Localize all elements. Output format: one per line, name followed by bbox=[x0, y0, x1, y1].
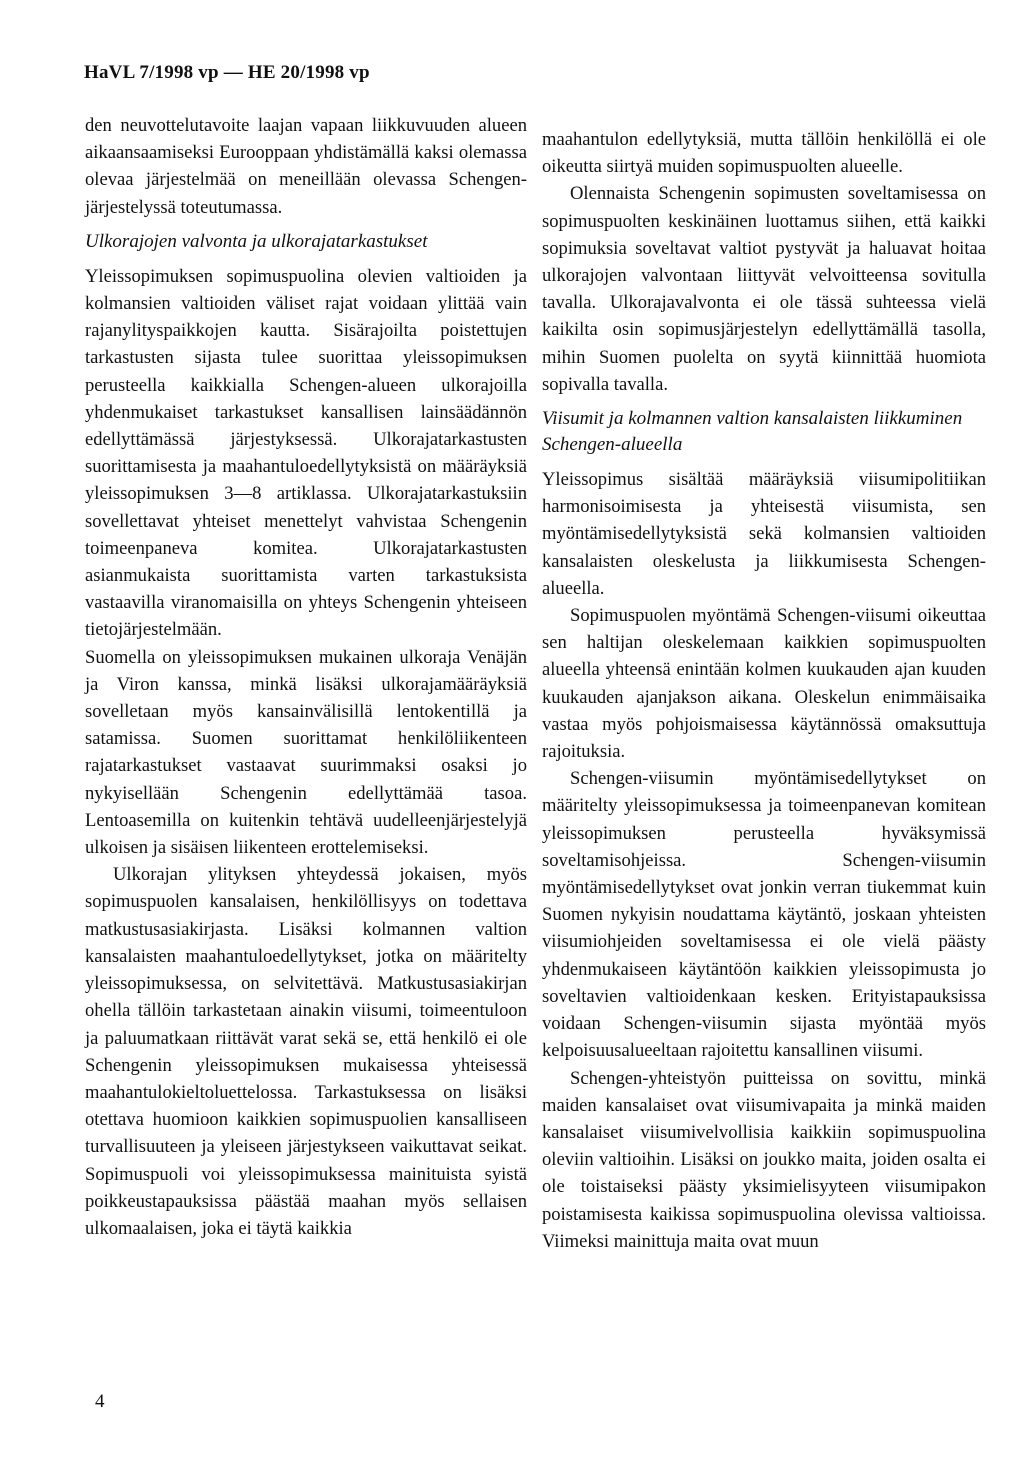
page-number: 4 bbox=[95, 1391, 105, 1412]
paragraph: Schengen-viisumin myöntämisedellytykset on määritelty yleissopimuksessa ja toimeenpanevan komitean yleissopimuksen perusteella hyväksymissä soveltamisohjeissa. Schengen-viisumin myöntämisedellytykset ovat jonkin verran tiukemmat kuin Suomen nykyisin noudattama käytäntö, joskaan yhteisten viisumiohjeiden soveltamisessa ei ole vielä päästy yhdenmukaiseen käytäntöön kaikkien yleissopimusta jo soveltavien valtioidenkaan kesken. Erityistapauksissa voidaan Schengen-viisumin sijasta myöntää myös kelpoisuusalueeltaan rajoitettu kansallinen viisumi. bbox=[542, 768, 986, 1062]
right-column bbox=[542, 126, 986, 1255]
paragraph: Sopimuspuolen myöntämä Schengen-viisumi oikeuttaa sen haltijan oleskelemaan kaikkien sopimuspuolten alueella yhteensä enintään kolmen kuukauden ajan kuuden kuukauden ajanjakson aikana. Oleskelun enimmäisaika vastaa myös pohjoismaisessa käytännössä omaksuttuja rajoituksia. bbox=[542, 605, 986, 763]
paragraph: Yleissopimuksen sopimuspuolina olevien valtioiden ja kolmansien valtioiden väliset rajat voidaan ylittää vain rajanylityspaikkojen kautta. Sisärajoilta poistettujen tarkastusten sijasta tulee suorittaa yleissopimuksen perusteella kaikkialla Schengen-alueen ulkorajoilla yhdenmukaiset tarkastukset kansallisen lainsäädännön edellyttämässä järjestyksessä. Ulkorajatarkastusten suorittamisesta ja maahantuloedellytyksistä on määräyksiä yleissopimuksen 3—8 artiklassa. Ulkorajatarkastuksiin sovellettavat yhteiset menettelyt vahvistaa Schengenin toimeenpaneva komitea. Ulkorajatarkastusten asianmukaista suorittamista varten tarkastuksista vastaavilla viranomaisilla on yhteys Schengenin yhteiseen tietojärjestelmään. bbox=[85, 265, 527, 641]
paragraph: maahantulon edellytyksiä, mutta tällöin henkilöllä ei ole oikeutta siirtyä muiden sopimuspuolten alueelle. bbox=[542, 129, 986, 178]
section-heading: Viisumit ja kolmannen valtion kansalaisten liikkuminen Schengen-alueella bbox=[542, 408, 963, 456]
paragraph: Suomella on yleissopimuksen mukainen ulkoraja Venäjän ja Viron kanssa, minkä lisäksi ulkorajamääräyksiä sovelletaan myös kansainvälisillä lentokentillä ja satamissa. Suomen suorittamat henkilöliikenteen rajatarkastukset vastaavat suurimmaksi osaksi jo nykyisellään Schengenin edellyttämää tasoa. Lentoasemilla on kuitenkin tehtävä uudelleenjärjestelyjä ulkoisen ja sisäisen liikenteen erottelemiseksi. bbox=[85, 646, 527, 859]
paragraph: Ulkorajan ylityksen yhteydessä jokaisen, myös sopimuspuolen kansalaisen, henkilöllisyys on todettava matkustusasiakirjasta. Lisäksi kolmannen valtion kansalaisten maahantuloedellytykset, jotka on määritelty yleissopimuksessa, on selvitettävä. Matkustusasiakirjan ohella tällöin tarkastetaan ainakin viisumi, toimeentuloon ja paluumatkaan riittävät varat sekä se, että henkilö ei ole Schengenin yleissopimuksen mukaisessa yhteisessä maahantulokieltoluettelossa. Tarkastuksessa on lisäksi otettava huomioon kaikkien sopimuspuolien kansalliseen turvallisuuteen ja yleiseen järjestykseen vaikuttavat seikat. Sopimuspuoli voi yleissopimuksessa mainituista syistä poikkeustapauksissa päästää maahan myös sellaisen ulkomaalaisen, joka ei täytä kaikkia bbox=[85, 864, 527, 1239]
section-heading: Ulkorajojen valvonta ja ulkorajatarkastukset bbox=[85, 230, 428, 252]
paragraph: den neuvottelutavoite laajan vapaan liikkuvuuden alueen aikaansaamiseksi Eurooppaan yhdistämällä kaksi olemassa olevaa järjestelmää on meneillään olevassa Schengen-järjestelyssä toteutumassa. bbox=[85, 115, 527, 218]
paragraph: Olennaista Schengenin sopimusten soveltamisessa on sopimuspuolten keskinäinen luottamus siihen, että kaikki sopimuksia soveltavat valtiot pystyvät ja haluavat hoitaa ulkorajojen valvontaan liittyvät velvoitteensa sovitulla tavalla. Ulkorajavalvonta ei ole tässä suhteessa vielä kaikilta osin sopimusjärjestelyn edellyttämällä tasolla, mihin Suomen puolelta on syytä kiinnittää huomiota sopivalla tavalla. bbox=[542, 183, 986, 395]
paragraph: Schengen-yhteistyön puitteissa on sovittu, minkä maiden kansalaiset ovat viisumivapaita ja minkä maiden kansalaiset viisumivelvollisia kaikkiin sopimuspuolina oleviin valtioihin. Lisäksi on joukko maita, joiden osalta ei ole toistaiseksi päästy yksimielisyyteen viisumipakon poistamisesta kaikissa sopimuspuolina olevissa valtioissa. Viimeksi mainittuja maita ovat muun bbox=[542, 1067, 986, 1252]
running-header: HaVL 7/1998 vp — HE 20/1998 vp bbox=[84, 62, 370, 83]
paragraph: Yleissopimus sisältää määräyksiä viisumipolitiikan harmonisoimisesta ja yhteisestä viisumista, sen myöntämisedellytyksistä sekä kolmansien valtioiden kansalaisten oleskelusta ja liikkumisesta Schengen-alueella. bbox=[542, 469, 986, 599]
left-column bbox=[85, 112, 527, 1242]
